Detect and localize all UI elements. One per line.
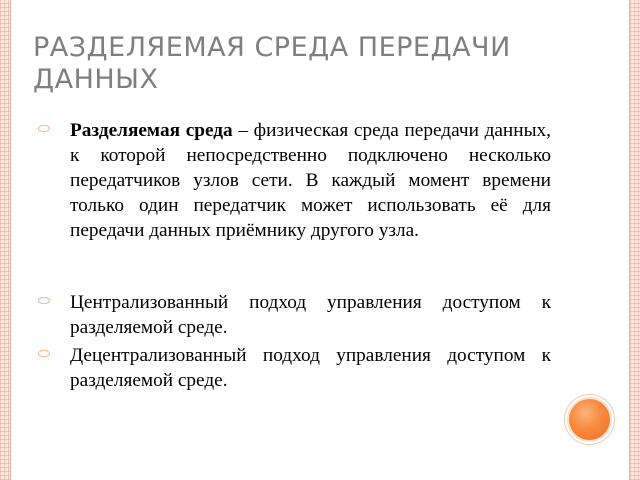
bullet-text: Децентрализованный подход управления доступом к разделяемой среде. bbox=[70, 345, 551, 391]
bullet-item-definition bbox=[36, 118, 551, 243]
left-decorative-border bbox=[0, 0, 10, 480]
left-border-line bbox=[10, 0, 11, 480]
bullet-marker-icon: ⬭ bbox=[38, 121, 50, 137]
slide-title: РАЗДЕЛЯЕМАЯ СРЕДА ПЕРЕДАЧИ ДАННЫХ bbox=[33, 32, 511, 95]
bullet-item-centralized bbox=[36, 290, 551, 340]
bullet-marker-icon: ⬭ bbox=[38, 346, 50, 362]
bullet-list bbox=[36, 118, 551, 393]
bullet-item-decentralized bbox=[36, 343, 551, 393]
bullet-marker-icon: ⬭ bbox=[38, 293, 50, 309]
bullet-term: Разделяемая среда bbox=[70, 120, 233, 141]
decorative-orb-icon bbox=[569, 399, 610, 440]
bullet-text: – физическая среда передачи данных, к которой непосредственно подключено несколько передатчиков узлов сети. В каждый момент времени только один передатчик может использовать её для передачи данных приёмнику другого узла. bbox=[70, 120, 551, 241]
right-border-line bbox=[629, 0, 630, 480]
bullet-text: Централизованный подход управления доступом к разделяемой среде. bbox=[70, 292, 551, 338]
right-decorative-border bbox=[630, 0, 640, 480]
